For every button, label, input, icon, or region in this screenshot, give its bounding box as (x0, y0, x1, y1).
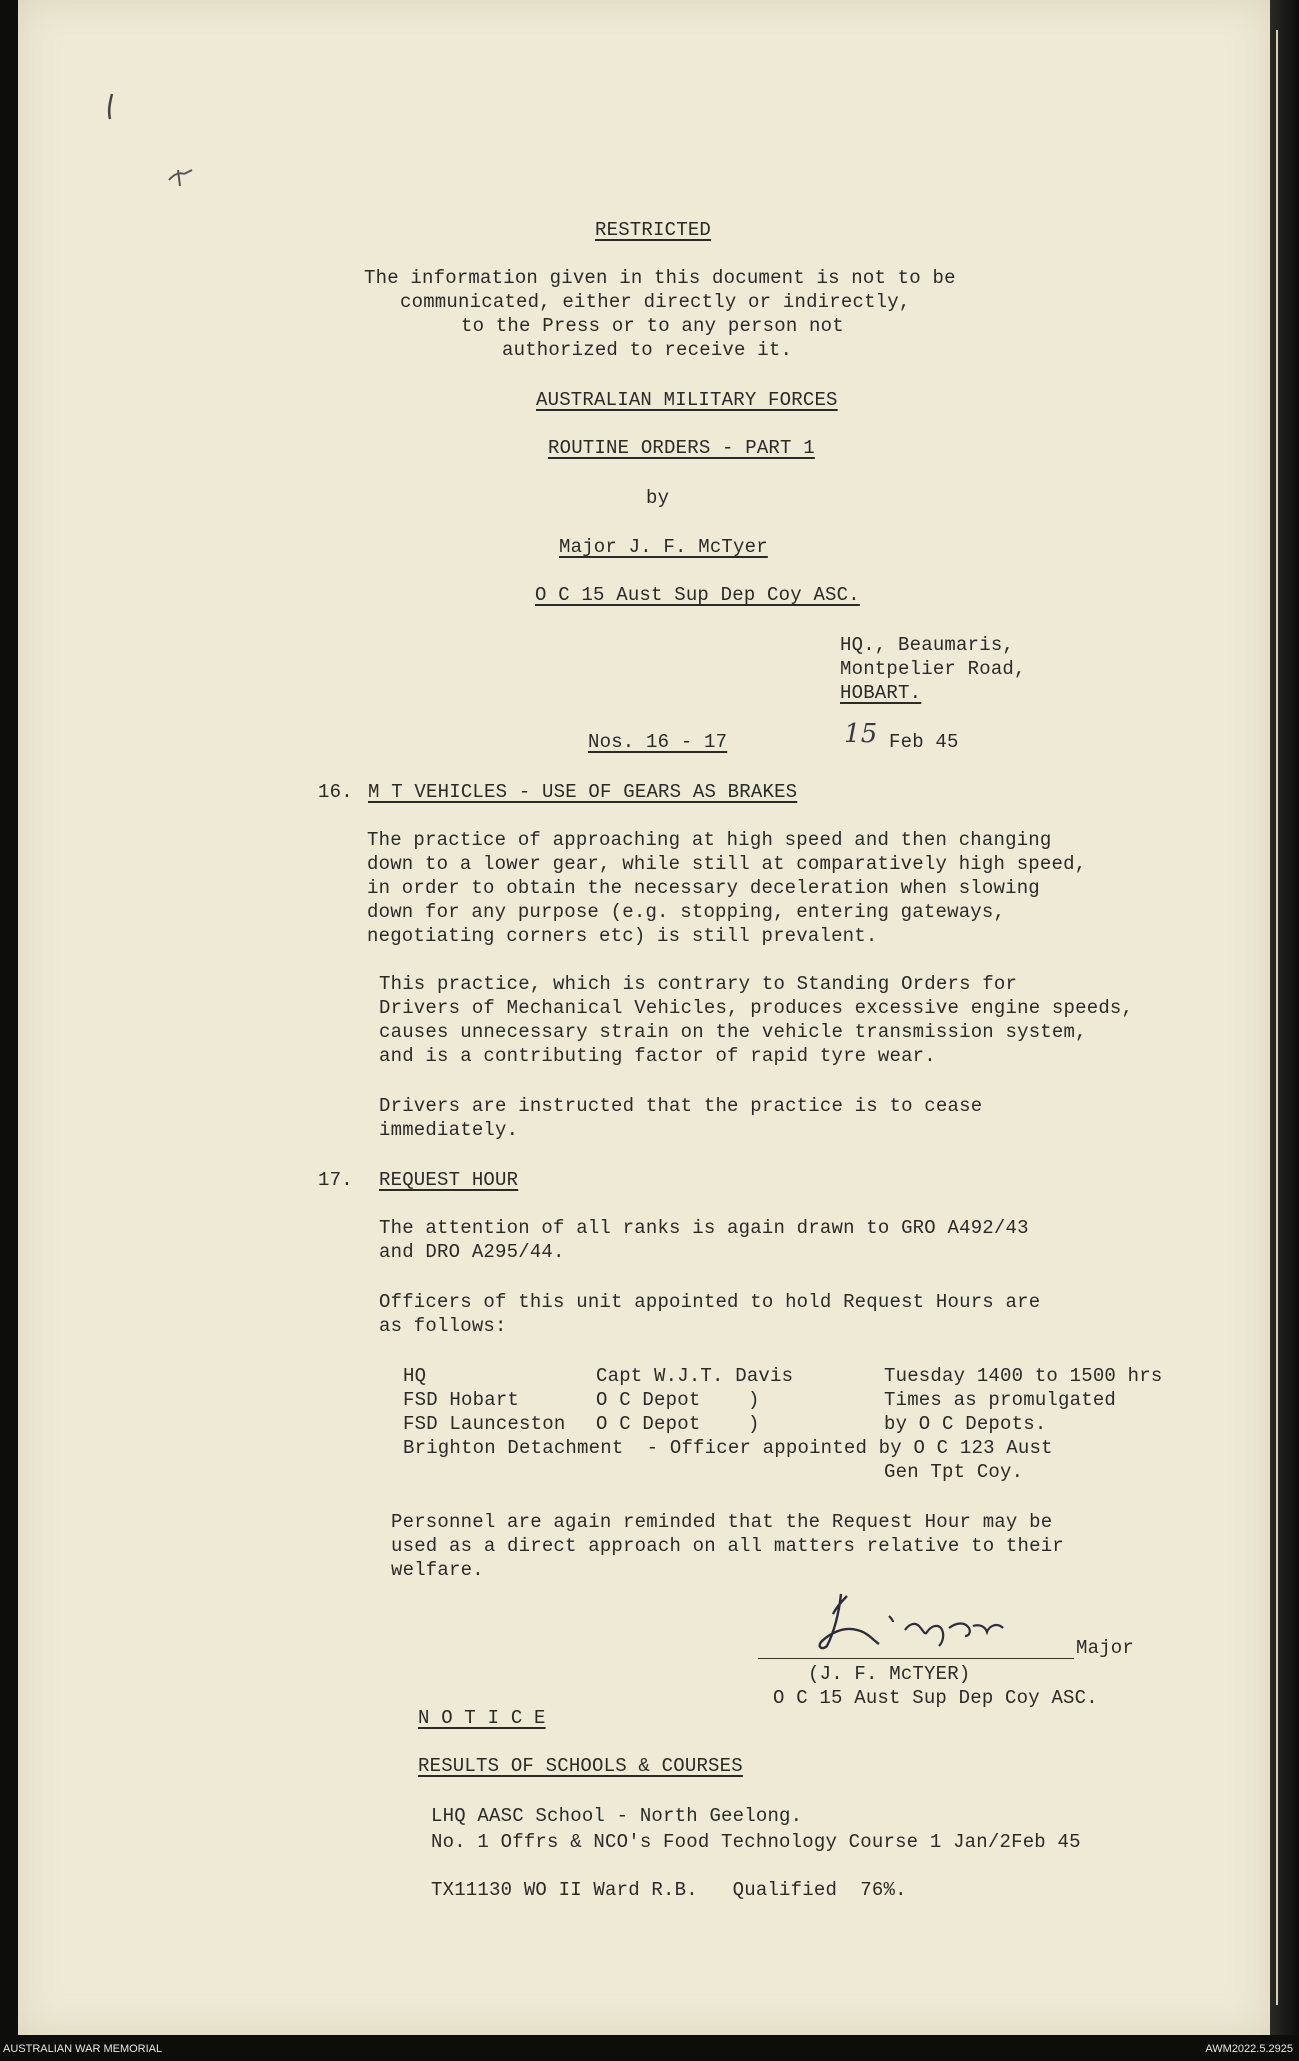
signature-unit: O C 15 Aust Sup Dep Coy ASC. (773, 1687, 1098, 1709)
item-16-para1-line: down for any purpose (e.g. stopping, entering gateways, (367, 901, 1006, 923)
item-16-para1-line: The practice of approaching at high speed and then changing (367, 829, 1052, 851)
signature-line (758, 1658, 1074, 1659)
request-row-unit: FSD Hobart (403, 1389, 520, 1411)
item-17-number: 17. (318, 1169, 353, 1191)
item-17-para2-line: as follows: (379, 1315, 507, 1337)
document-page (18, 0, 1270, 2035)
item-16-para3-line: immediately. (379, 1119, 519, 1141)
item-16-para1-line: down to a lower gear, while still at comparatively high speed, (367, 853, 1087, 875)
brighton-line-2: Gen Tpt Coy. (884, 1461, 1024, 1483)
item-17-para1-line: The attention of all ranks is again drawn to GRO A492/43 (379, 1217, 1029, 1239)
brighton-line: Brighton Detachment - Officer appointed by O C 123 Aust (403, 1437, 1053, 1459)
item-17-para2-line: Officers of this unit appointed to hold Request Hours are (379, 1291, 1041, 1313)
item-17-para3-line: welfare. (391, 1559, 484, 1581)
request-row-time: by O C Depots. (884, 1413, 1047, 1435)
item-16-para1-line: negotiating corners etc) is still prevalent. (367, 925, 878, 947)
item-16-para2-line: This practice, which is contrary to Standing Orders for (379, 973, 1018, 995)
item-16-para2-line: Drivers of Mechanical Vehicles, produces excessive engine speeds, (379, 997, 1134, 1019)
school-line: LHQ AASC School - North Geelong. (431, 1805, 803, 1827)
signature-rank: Major (1076, 1637, 1135, 1659)
by-label: by (646, 487, 670, 509)
item-16-para2-line: causes unnecessary strain on the vehicle transmission system, (379, 1021, 1087, 1043)
item-17-para1-line: and DRO A295/44. (379, 1241, 565, 1263)
request-row-bracket: ) (748, 1413, 760, 1435)
page-edge (1270, 0, 1299, 2035)
pencil-mark-icon (166, 166, 196, 188)
result-line: TX11130 WO II Ward R.B. Qualified 76%. (431, 1879, 907, 1901)
date-rest: Feb 45 (889, 731, 959, 753)
address-line-1: HQ., Beaumaris, (840, 634, 1015, 656)
handwritten-signature (813, 1586, 1043, 1656)
request-row-time: Tuesday 1400 to 1500 hrs (884, 1365, 1163, 1387)
item-17-title: REQUEST HOUR (379, 1169, 519, 1191)
item-17-para3-line: used as a direct approach on all matters relative to their (391, 1535, 1064, 1557)
item-16-title: M T VEHICLES - USE OF GEARS AS BRAKES (368, 781, 798, 803)
request-row-officer: O C Depot (596, 1413, 701, 1435)
course-line: No. 1 Offrs & NCO's Food Technology Course 1 Jan/2Feb 45 (431, 1831, 1081, 1853)
caution-line-4: authorized to receive it. (502, 339, 793, 361)
results-heading: RESULTS OF SCHOOLS & COURSES (418, 1755, 743, 1777)
caution-line-3: to the Press or to any person not (461, 315, 844, 337)
notice-heading: N O T I C E (418, 1707, 546, 1729)
pencil-mark-icon (104, 92, 118, 122)
caution-line-1: The information given in this document is not to be (364, 267, 956, 289)
item-16-para2-line: and is a contributing factor of rapid tyre wear. (379, 1045, 936, 1067)
signature-name: (J. F. McTYER) (808, 1663, 971, 1685)
author-name: Major J. F. McTyer (559, 536, 768, 558)
date-day-handwritten: 15 (844, 719, 878, 749)
forces-heading: AUSTRALIAN MILITARY FORCES (536, 389, 838, 411)
request-row-unit: FSD Launceston (403, 1413, 566, 1435)
item-16-para1-line: in order to obtain the necessary deceleration when slowing (367, 877, 1040, 899)
request-row-bracket: ) (748, 1389, 760, 1411)
routine-orders-heading: ROUTINE ORDERS - PART 1 (548, 437, 815, 459)
footer-accession: AWM2022.5.2925 (1205, 2043, 1293, 2055)
address-line-2: Montpelier Road, (840, 658, 1026, 680)
item-16-number: 16. (318, 781, 353, 803)
author-unit: O C 15 Aust Sup Dep Coy ASC. (535, 584, 860, 606)
request-row-unit: HQ (403, 1365, 427, 1387)
order-numbers: Nos. 16 - 17 (588, 731, 728, 753)
archive-footer (0, 2035, 1299, 2061)
request-row-officer: Capt W.J.T. Davis (596, 1365, 794, 1387)
item-16-para3-line: Drivers are instructed that the practice is to cease (379, 1095, 983, 1117)
restricted-heading: RESTRICTED (595, 219, 712, 241)
request-row-time: Times as promulgated (884, 1389, 1117, 1411)
request-row-officer: O C Depot (596, 1389, 701, 1411)
footer-institution: AUSTRALIAN WAR MEMORIAL (3, 2043, 163, 2055)
caution-line-2: communicated, either directly or indirectly, (400, 291, 911, 313)
item-17-para3-line: Personnel are again reminded that the Request Hour may be (391, 1511, 1053, 1533)
address-line-3: HOBART. (840, 682, 922, 704)
